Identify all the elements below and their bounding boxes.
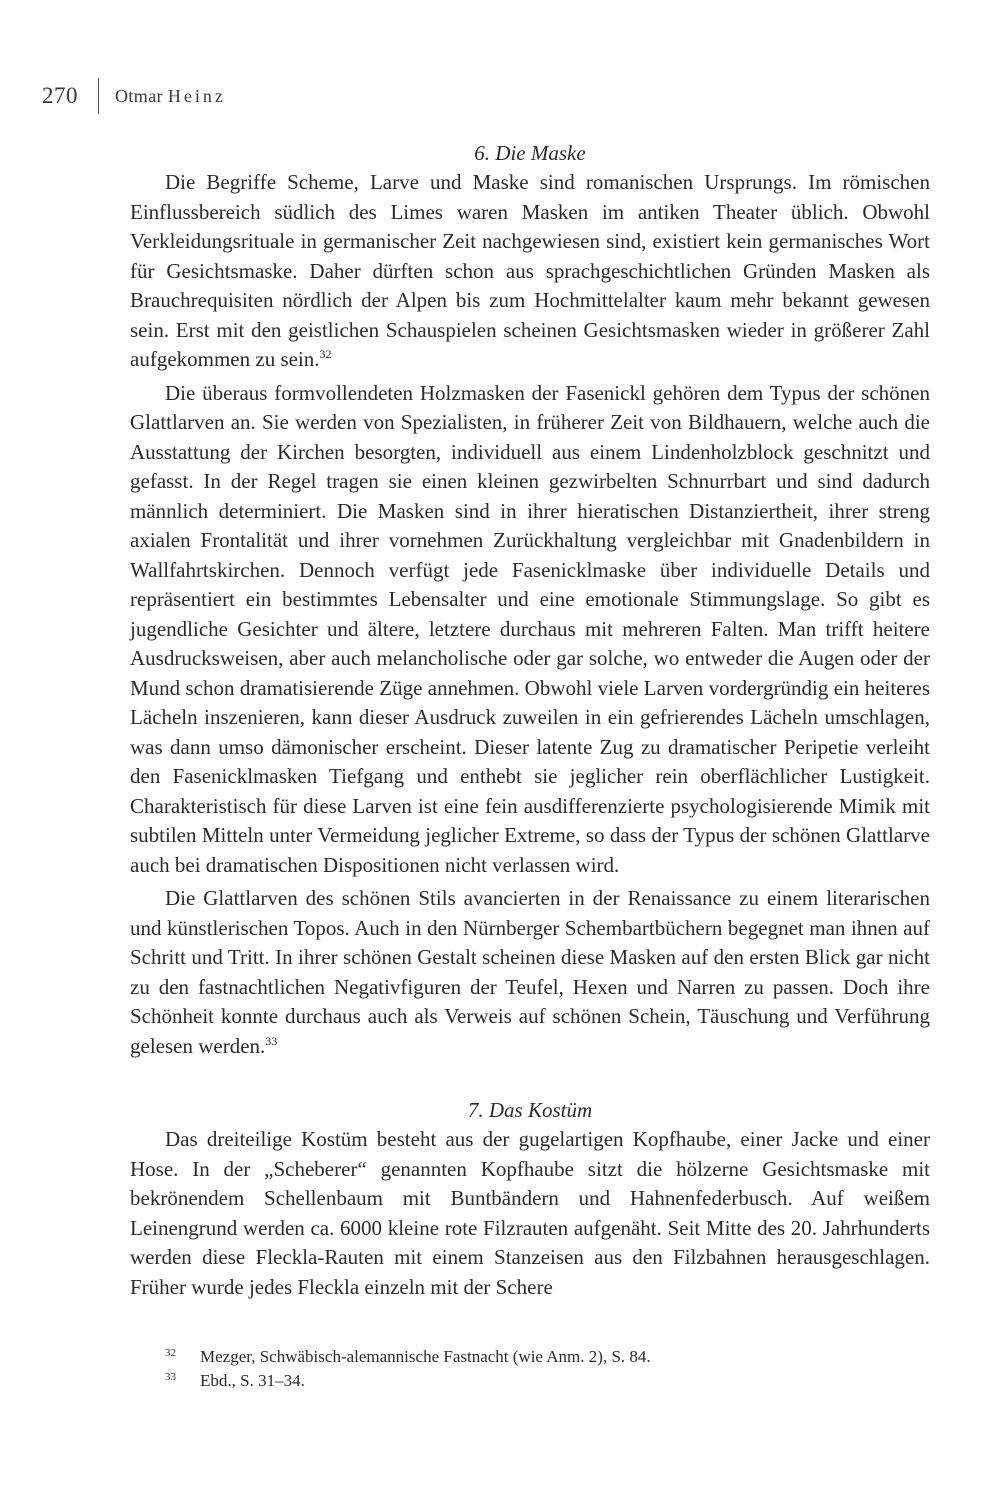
running-author [115, 86, 226, 107]
footnote-item [165, 1369, 925, 1393]
footnote-number: 33 [165, 1371, 176, 1383]
footnote-text: Ebd., S. 31–34. [200, 1371, 305, 1390]
author-last-name: Heinz [167, 85, 226, 106]
running-header [42, 78, 226, 114]
footnote-number: 32 [165, 1347, 176, 1359]
author-first-name: Otmar [115, 85, 163, 106]
section-title-kostuem: 7. Das Kostüm [467, 1098, 593, 1122]
paragraph [130, 884, 930, 1061]
footnotes [165, 1345, 925, 1393]
paragraph-text: Die Begriffe Scheme, Larve und Maske sind romanischen Ursprungs. Im römischen Einflussbereich südlich des Limes waren Masken im antiken Theater üblich. Obwohl Verkleidungsrituale in germanischer Zeit nachgewiesen sind, existiert kein germanisches Wort für Gesichtsmaske. Daher dürften schon aus sprachgeschichtlichen Gründen Masken als Brauchrequisiten nördlich der Alpen bis zum Hochmittelalter kaum mehr bekannt gewesen sein. Erst mit den geistlichen Schauspielen scheinen Gesichtsmasken wieder in größerer Zahl aufgekommen zu sein. [130, 170, 930, 371]
page-number: 270 [42, 83, 78, 108]
footnote-item [165, 1345, 925, 1369]
footnote-ref[interactable]: 32 [319, 347, 332, 361]
header-divider [98, 78, 99, 114]
footnote-ref[interactable]: 33 [265, 1033, 278, 1048]
paragraph-text: Die Glattlarven des schönen Stils avancierten in der Renaissance zu einem literarischen und künstlerischen Topos. Auch in den Nürnberger Schembartbüchern begegnet man ihnen auf Schritt und Tritt. In ihrer schönen Gestalt scheinen diese Masken auf den ersten Blick gar nicht zu den fastnachtlichen Negativfiguren der Teufel, Hexen und Narren zu passen. Doch ihre Schönheit konnte durchaus auch als Verweis auf schönen Schein, Täuschung und Verführung gelesen werden. [130, 886, 930, 1058]
paragraph [130, 168, 930, 375]
paragraph [130, 379, 930, 881]
paragraph-text: Die überaus formvollendeten Holzmasken der Fasenickl gehören dem Typus der schönen Glattlarven an. Sie werden von Spezialisten, in früherer Zeit von Bildhauern, welche auch die Ausstattung der Kirchen besorgten, individuell aus einem Lindenholzblock geschnitzt und gefasst. In der Regel tragen sie einen kleinen gezwirbelten Schnurrbart und sind dadurch männlich determiniert. Die Masken sind in ihrer hieratischen Distanziertheit, ihrer streng axialen Frontalität und ihrer vornehmen Zurückhaltung vergleichbar mit Gnadenbildern in Wallfahrtskirchen. Dennoch verfügt jede Fasenicklmaske über individuelle Details und repräsentiert ein bestimmtes Lebensalter und eine emotionale Stimmungslage. So gibt es jugendliche Gesichter und ältere, letztere durchaus mit mehreren Falten. Man trifft heitere Ausdrucksweisen, aber auch melancholische oder gar solche, wo entweder die Augen oder der Mund schon dramatisierende Züge annehmen. Obwohl viele Larven vordergründig ein heiteres Lächeln inszenieren, kann dieser Ausdruck zuweilen in ein gefrierendes Lächeln umschlagen, was dann umso dämonischer erscheint. Dieser latente Zug zu dramatischer Peripetie verleiht den Fasenicklmasken Tiefgang und enthebt sie jeglicher rein oberflächlicher Lustigkeit. Charakteristisch für diese Larven ist eine fein ausdifferenzierte psychologisierende Mimik mit subtilen Mitteln unter Vermeidung jeglicher Extreme, so dass der Typus der schönen Glattlarve auch bei dramatischen Dispositionen nicht verlassen wird. [130, 380, 930, 877]
footnote-text: Mezger, Schwäbisch-alemannische Fastnacht (wie Anm. 2), S. 84. [200, 1347, 651, 1366]
paragraph [130, 1125, 930, 1302]
main-text [130, 138, 930, 1306]
section-title-maske: 6. Die Maske [474, 141, 586, 165]
paragraph-text: Das dreiteilige Kostüm besteht aus der gugelartigen Kopfhaube, einer Jacke und einer Hose. In der „Scheberer“ genannten Kopfhaube sitzt die hölzerne Gesichtsmaske mit bekrönendem Schellenbaum mit Buntbändern und Hahnenfederbusch. Auf weißem Leinengrund werden ca. 6000 kleine rote Filzrauten aufgenäht. Seit Mitte des 20. Jahrhunderts werden diese Fleckla-Rauten mit einem Stanzeisen aus den Filzbahnen herausgeschlagen. Früher wurde jedes Fleckla einzeln mit der Schere [130, 1127, 930, 1299]
